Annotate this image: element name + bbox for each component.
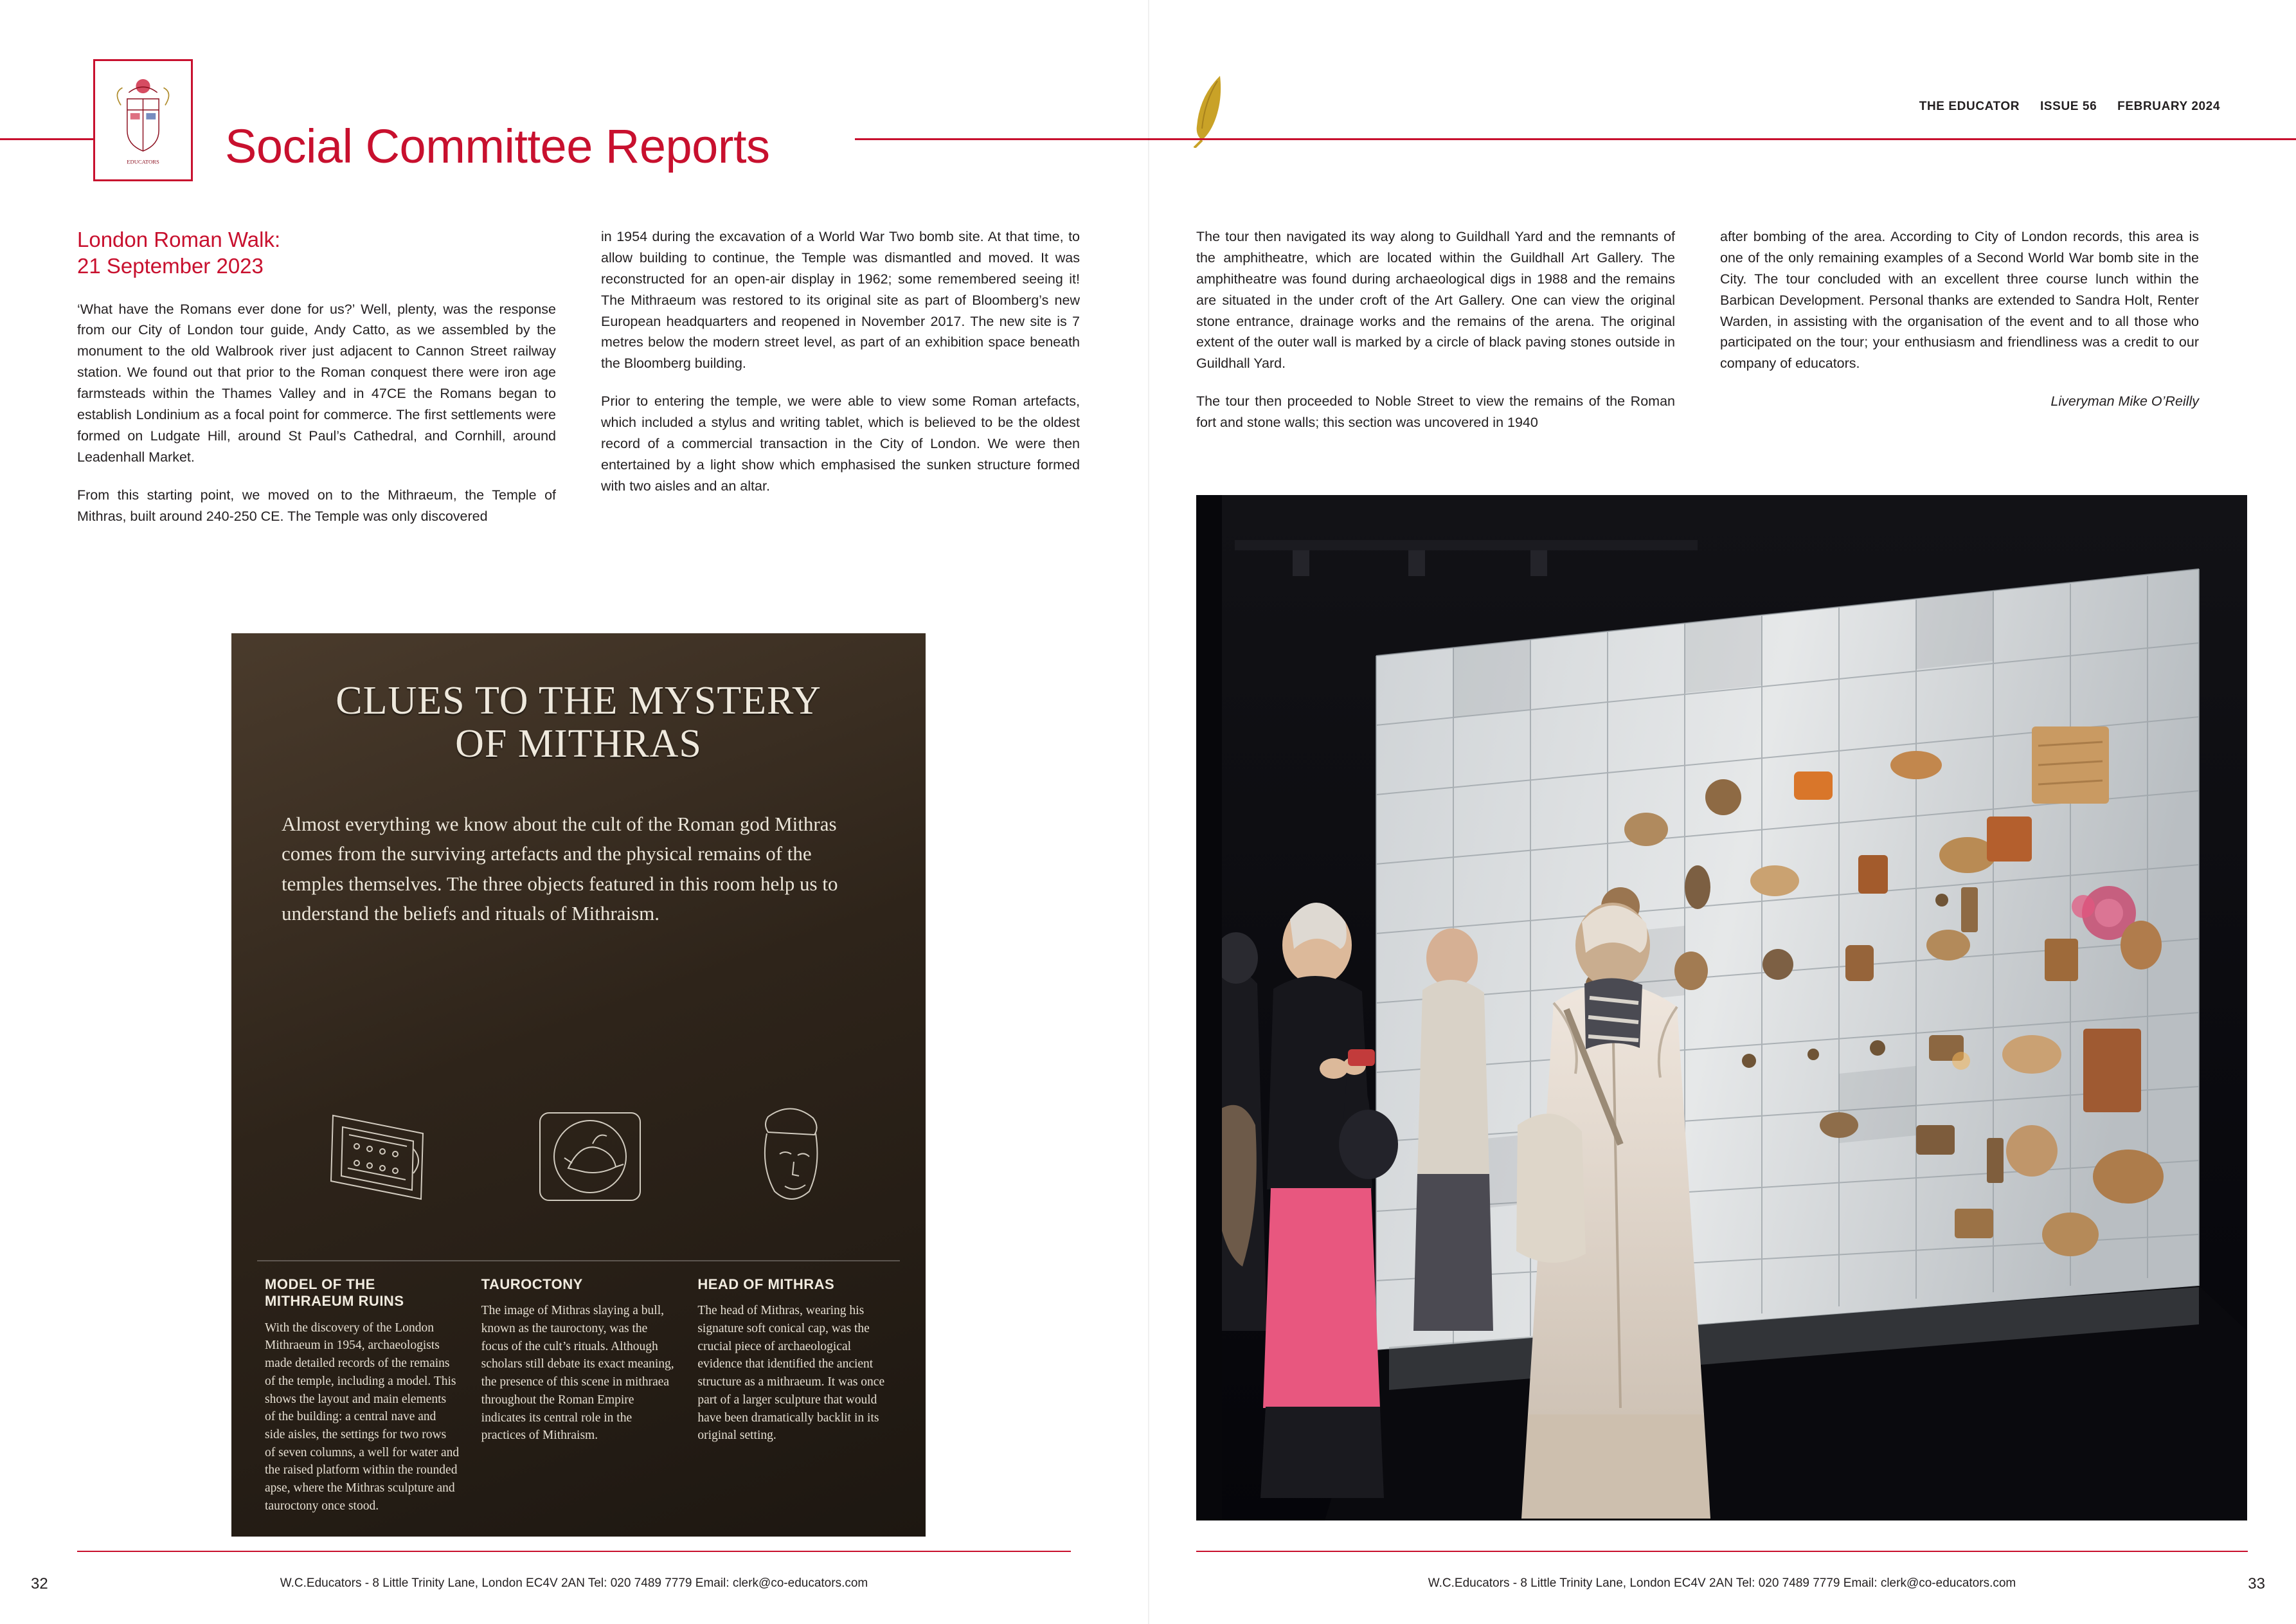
article-column-2: [601, 226, 1080, 514]
paragraph: after bombing of the area. According to City of London records, this area is one of the only remaining examples of a Second World War bomb site in the City. The tour concluded with an excellent three course lunch within the Barbican Development. Personal thanks are extended to Sandra Holt, Renter Warden, in assisting with the organisation of the event and to all those who participated on the tour; your enthusiasm and friendliness was a credit to our company of educators.: [1720, 229, 2199, 372]
header-rule: [1148, 138, 2296, 140]
paragraph: ‘What have the Romans ever done for us?’ Well, plenty, was the response from our City of London tour guide, Andy Catto, as we assembled by the monument to the old Walbrook river just adjacent to Cannon Street railway station. We found out that prior to the Roman conquest there were iron age farmsteads within the Thames Valley and in 47CE the Romans began to establish Londinium as a focal point for commerce. The first settlements were formed on Ludgate Hill, around St Paul’s Cathedral, and Cornhill, around Leadenhall Market.: [77, 301, 556, 465]
head-of-mithras-icon: [735, 1095, 847, 1220]
article-heading-line-1: London Roman Walk:: [77, 228, 281, 251]
ruins-model-icon: [310, 1096, 445, 1218]
plaque-caption: [265, 1276, 460, 1515]
plaque-caption-text: The image of Mithras slaying a bull, known as the tauroctony, was the focus of the cult’s rituals. Although scholars still debate its exact meaning, the presence of this scene in mithraea throughout the Roman Empire indicates its central role in the practices of Mithraism.: [481, 1304, 674, 1443]
paragraph: From this starting point, we moved on to the Mithraeum, the Temple of Mithras, built around 240-250 CE. The Temple was only discovered: [77, 487, 556, 524]
title-rule-right: [855, 138, 1148, 140]
plaque-caption-text: The head of Mithras, wearing his signature soft conical cap, was the crucial piece of archaeological evidence that identified the ancient structure as a mithraeum. It was once part of a larger sculpture that would have been dramatically backlit in its original setting.: [697, 1304, 885, 1443]
svg-text:EDUCATORS: EDUCATORS: [127, 158, 159, 165]
page-number: 33: [2248, 1575, 2265, 1592]
plaque-title: [270, 680, 887, 766]
title-rule-left: [0, 138, 93, 140]
footer-contact: W.C.Educators - 8 Little Trinity Lane, London EC4V 2AN Tel: 020 7489 7779 Email: clerk@co-educators.com: [280, 1576, 868, 1590]
plaque-caption: [697, 1276, 892, 1515]
plaque-caption-heading: TAUROCTONY: [481, 1276, 583, 1292]
spread-gutter: [1148, 0, 1149, 1624]
mithras-panel-photo: [231, 633, 926, 1537]
plaque-caption-columns: [265, 1276, 892, 1515]
paragraph: in 1954 during the excavation of a World War Two bomb site. At that time, to allow building to continue, the Temple was dismantled and moved. It was reconstructed for an open-air display in 1962; some remembered seeing it! The Mithraeum was restored to its original site as part of Bloomberg’s new European headquarters and reopened in November 2017. The new site is 7 metres below the modern street level, as part of an exhibition space beneath the Bloomberg building.: [601, 229, 1080, 372]
article-byline: Liveryman Mike O’Reilly: [2050, 393, 2199, 410]
footer-rule: [77, 1551, 1071, 1552]
plaque-caption-text: With the discovery of the London Mithraeum in 1954, archaeologists made detailed records of the remains of the temple, including a model. This shows the layout and main elements of the building: a central nave and side aisles, the settings for two rows of seven columns, a well for water and the raised platform within the rounded apse, where the Mithras sculpture and tauroctony once stood.: [265, 1321, 460, 1513]
page-title: Social Committee Reports: [225, 119, 770, 173]
paragraph: Prior to entering the temple, we were able to view some Roman artefacts, which included a stylus and writing tablet, which is believed to be the oldest record of a commercial transaction in the City of London. We were then entertained by a light show which emphasised the sunken structure formed with two aisles and an altar.: [601, 393, 1080, 494]
article-heading: [77, 226, 556, 280]
issue-date: FEBRUARY 2024: [2117, 100, 2220, 113]
footer-rule: [1196, 1551, 2248, 1552]
page-number: 32: [31, 1575, 48, 1592]
museum-artefact-wall-photo: [1196, 495, 2247, 1520]
article-heading-line-2: 21 September 2023: [77, 254, 264, 278]
footer-contact: W.C.Educators - 8 Little Trinity Lane, London EC4V 2AN Tel: 020 7489 7779 Email: clerk@co-educators.com: [1428, 1576, 2016, 1590]
quill-pen-icon: [1180, 71, 1238, 148]
plaque-intro-text: Almost everything we know about the cult of the Roman god Mithras comes from the surviving artefacts and the physical remains of the temples themselves. The three objects featured in this room help us to understand the beliefs and rituals of Mithraism.: [282, 812, 838, 925]
plaque-object-illustrations: [270, 1077, 887, 1238]
issue-header: [1919, 100, 2220, 114]
paragraph: The tour then proceeded to Noble Street to view the remains of the Roman fort and stone walls; this section was uncovered in 1940: [1196, 393, 1675, 431]
publication-name: THE EDUCATOR: [1919, 100, 2020, 113]
article-column-1: [77, 226, 556, 543]
plaque-title-line-2: OF MITHRAS: [455, 721, 702, 766]
plaque-caption-heading: HEAD OF MITHRAS: [697, 1276, 835, 1292]
article-column-3: [1196, 226, 1675, 450]
paragraph: The tour then navigated its way along to Guildhall Yard and the remnants of the amphitheatre, which are located within the Guildhall Art Gallery. The amphitheatre was found during archaeological digs in 1988 and the remains are situated in the under croft of the Art Gallery. One can view the original stone entrance, drainage works and the remains of the arena. The original extent of the outer wall is marked by a circle of black paving stones outside in Guildhall Yard.: [1196, 229, 1675, 372]
plaque-title-line-1: CLUES TO THE MYSTERY: [336, 679, 821, 723]
plaque-divider: [257, 1260, 900, 1261]
coat-of-arms-crest: [93, 59, 193, 181]
issue-number: ISSUE 56: [2040, 100, 2097, 113]
right-page: [1148, 0, 2296, 1624]
article-column-4: [1720, 226, 2199, 412]
plaque-caption-heading: MODEL OF THE MITHRAEUM RUINS: [265, 1276, 404, 1310]
tauroctony-icon: [526, 1096, 654, 1218]
plaque-caption: [481, 1276, 676, 1515]
